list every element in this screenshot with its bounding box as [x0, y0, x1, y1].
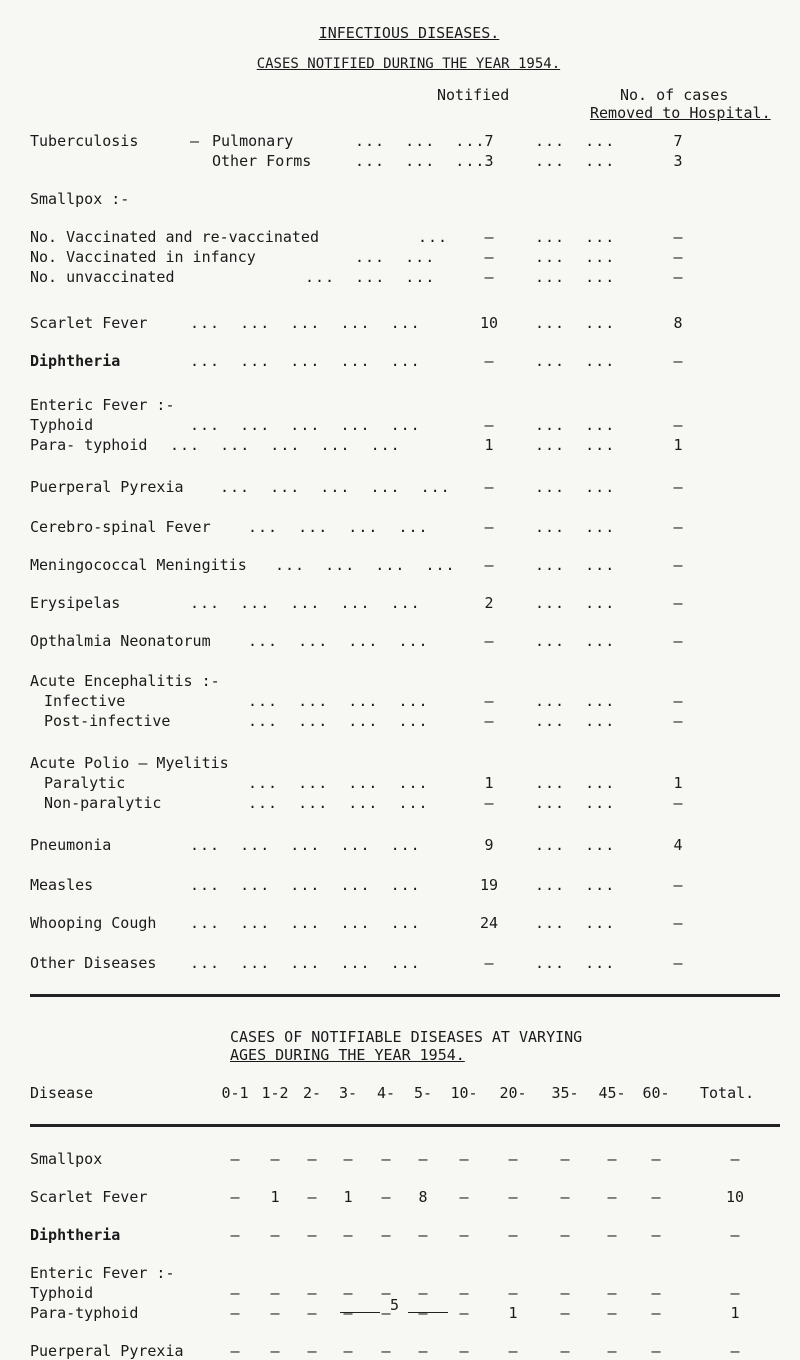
row-removed: –	[673, 794, 683, 812]
age-cell: –	[560, 1150, 570, 1168]
row-notified: –	[484, 268, 494, 286]
col-header-age: 20-	[499, 1084, 527, 1102]
row-removed: –	[673, 712, 683, 730]
page-title: INFECTIOUS DISEASES.	[318, 24, 500, 42]
row-leader-dots: ... ... ... ... ...	[190, 914, 421, 932]
row-label: Post-infective	[44, 712, 171, 730]
section-label: Enteric Fever :-	[30, 396, 175, 414]
row-removed: –	[673, 352, 683, 370]
col-header-age: 5-	[413, 1084, 433, 1102]
age-cell: 8	[418, 1188, 428, 1206]
row-label: Puerperal Pyrexia	[30, 478, 184, 496]
age-cell: –	[381, 1304, 391, 1322]
row-label: Scarlet Fever	[30, 1188, 148, 1206]
row-leader-dots: ... ...	[535, 876, 616, 894]
row-label: Opthalmia Neonatorum	[30, 632, 211, 650]
age-cell: –	[508, 1342, 518, 1360]
age-cell: –	[230, 1284, 240, 1302]
row-leader-dots: ... ...	[535, 268, 616, 286]
row-removed: 7	[673, 132, 683, 150]
row-notified: 19	[479, 876, 499, 894]
row-label: Puerperal Pyrexia	[30, 1342, 184, 1360]
section-label: Acute Polio – Myelitis	[30, 754, 229, 772]
age-cell: –	[343, 1226, 353, 1244]
age-cell: –	[270, 1304, 280, 1322]
row-total: 10	[725, 1188, 745, 1206]
row-label: Other Forms	[212, 152, 312, 170]
age-table-title-line1: CASES OF NOTIFIABLE DISEASES AT VARYING	[230, 1028, 583, 1046]
row-label: No. Vaccinated and re-vaccinated	[30, 228, 319, 246]
row-leader-dots: ... ... ... ...	[248, 518, 429, 536]
row-leader-dots: ... ... ... ... ...	[190, 352, 421, 370]
row-leader-dots: ... ... ... ... ...	[170, 436, 401, 454]
row-removed: 1	[673, 774, 683, 792]
row-notified: 7	[484, 132, 494, 150]
age-cell: –	[381, 1150, 391, 1168]
row-label: Smallpox	[30, 1150, 103, 1168]
age-cell: –	[230, 1304, 240, 1322]
row-label: Pneumonia	[30, 836, 112, 854]
row-leader-dots: ... ... ...	[305, 268, 436, 286]
age-cell: –	[270, 1342, 280, 1360]
age-cell: –	[459, 1150, 469, 1168]
row-removed: –	[673, 268, 683, 286]
row-leader-dots: ... ... ... ... ...	[190, 954, 421, 972]
age-cell: –	[607, 1284, 617, 1302]
age-cell: –	[381, 1342, 391, 1360]
age-cell: –	[607, 1342, 617, 1360]
age-cell: –	[459, 1304, 469, 1322]
row-leader-dots: ... ...	[535, 594, 616, 612]
age-cell: –	[459, 1226, 469, 1244]
age-cell: –	[381, 1188, 391, 1206]
row-removed: –	[673, 416, 683, 434]
row-leader-dots: ... ...	[535, 228, 616, 246]
row-leader-dots: ... ... ... ...	[275, 556, 456, 574]
age-cell: –	[651, 1150, 661, 1168]
row-notified: –	[484, 954, 494, 972]
row-removed: 4	[673, 836, 683, 854]
header-divider	[30, 1124, 780, 1127]
row-leader-dots: ... ...	[535, 954, 616, 972]
row-label: Non-paralytic	[44, 794, 162, 812]
row-leader-dots: ... ...	[535, 794, 616, 812]
row-leader-dots: ... ...	[535, 352, 616, 370]
page-subtitle: CASES NOTIFIED DURING THE YEAR 1954.	[256, 56, 561, 72]
row-label: Scarlet Fever	[30, 314, 148, 332]
age-cell: –	[651, 1304, 661, 1322]
row-label: Pulmonary	[212, 132, 294, 150]
row-leader-dots: ... ...	[535, 518, 616, 536]
row-leader-dots: ... ...	[535, 692, 616, 710]
row-leader-dots: ... ...	[535, 436, 616, 454]
col-header-age: 60-	[642, 1084, 670, 1102]
row-label: No. Vaccinated in infancy	[30, 248, 256, 266]
age-cell: 1	[343, 1188, 353, 1206]
age-cell: –	[651, 1188, 661, 1206]
age-cell: –	[270, 1284, 280, 1302]
row-notified: 9	[484, 836, 494, 854]
age-cell: –	[607, 1304, 617, 1322]
row-removed: –	[673, 954, 683, 972]
section-label: Acute Encephalitis :-	[30, 672, 220, 690]
age-cell: –	[459, 1342, 469, 1360]
row-leader-dots: ... ...	[535, 248, 616, 266]
age-cell: –	[459, 1284, 469, 1302]
age-cell: –	[651, 1342, 661, 1360]
age-cell: –	[381, 1226, 391, 1244]
age-cell: –	[607, 1150, 617, 1168]
age-cell: –	[651, 1284, 661, 1302]
row-leader-dots: ... ...	[535, 774, 616, 792]
row-label: Para- typhoid	[30, 436, 148, 454]
footer-rule-left	[340, 1312, 380, 1313]
age-cell: –	[508, 1284, 518, 1302]
age-cell: –	[343, 1150, 353, 1168]
age-cell: –	[607, 1188, 617, 1206]
age-cell: –	[307, 1284, 317, 1302]
age-cell: –	[560, 1226, 570, 1244]
row-leader-dots: ... ...	[535, 556, 616, 574]
row-label: No. unvaccinated	[30, 268, 175, 286]
row-notified: 1	[484, 436, 494, 454]
row-total: 1	[730, 1304, 740, 1322]
col-header-total: Total.	[700, 1084, 755, 1102]
row-leader-dots: ... ...	[535, 632, 616, 650]
col-header-age: 3-	[338, 1084, 358, 1102]
row-leader-dots: ... ...	[535, 914, 616, 932]
row-notified: 1	[484, 774, 494, 792]
age-cell: –	[307, 1304, 317, 1322]
row-total: –	[730, 1226, 740, 1244]
age-cell: –	[343, 1284, 353, 1302]
row-notified: –	[484, 228, 494, 246]
row-label: Diphtheria	[30, 352, 121, 370]
row-removed: –	[673, 632, 683, 650]
row-leader-dots: ... ...	[535, 132, 616, 150]
row-notified: –	[484, 352, 494, 370]
row-leader-dots: ... ... ... ...	[248, 712, 429, 730]
row-removed: –	[673, 876, 683, 894]
age-cell: –	[508, 1226, 518, 1244]
row-leader-dots: ... ... ... ...	[248, 774, 429, 792]
row-leader-dots: ... ... ...	[355, 132, 486, 150]
row-notified: –	[484, 416, 494, 434]
age-cell: –	[508, 1188, 518, 1206]
row-label: Whooping Cough	[30, 914, 157, 932]
age-cell: –	[270, 1226, 280, 1244]
age-cell: –	[343, 1342, 353, 1360]
row-label: Para-typhoid	[30, 1304, 139, 1322]
page-number: 5	[390, 1296, 400, 1314]
row-notified: –	[484, 692, 494, 710]
row-notified: –	[484, 556, 494, 574]
row-label: Paralytic	[44, 774, 126, 792]
age-cell: –	[418, 1226, 428, 1244]
row-leader-dots: ... ... ... ... ...	[190, 314, 421, 332]
row-notified: –	[484, 632, 494, 650]
row-label: Erysipelas	[30, 594, 121, 612]
row-label: Measles	[30, 876, 94, 894]
col-header-age: 4-	[376, 1084, 396, 1102]
col-header-age: 35-	[551, 1084, 579, 1102]
col-header-age: 2-	[302, 1084, 322, 1102]
col-header-disease: Disease	[30, 1084, 94, 1102]
col-header-removed-line2: Removed to Hospital.	[590, 104, 771, 122]
col-header-age: 1-2	[261, 1084, 289, 1102]
row-total: –	[730, 1150, 740, 1168]
row-group-label: Tuberculosis	[30, 132, 139, 150]
age-table-title-line2: AGES DURING THE YEAR 1954.	[230, 1046, 465, 1064]
footer-rule-right	[408, 1312, 448, 1313]
row-label: Diphtheria	[30, 1226, 121, 1244]
row-removed: –	[673, 518, 683, 536]
age-cell: –	[418, 1150, 428, 1168]
row-leader-dots: ... ... ...	[355, 152, 486, 170]
row-total: –	[730, 1342, 740, 1360]
row-label: Typhoid	[30, 416, 94, 434]
age-cell: –	[560, 1284, 570, 1302]
row-notified: –	[484, 248, 494, 266]
age-cell: –	[560, 1342, 570, 1360]
age-cell: –	[418, 1284, 428, 1302]
section-divider	[30, 994, 780, 997]
row-leader-dots: ... ... ... ... ...	[190, 836, 421, 854]
age-cell: –	[459, 1188, 469, 1206]
row-label: Infective	[44, 692, 126, 710]
col-header-age: 10-	[450, 1084, 478, 1102]
row-removed: –	[673, 228, 683, 246]
row-removed: 8	[673, 314, 683, 332]
age-cell: –	[607, 1226, 617, 1244]
row-label: Typhoid	[30, 1284, 94, 1302]
row-notified: –	[484, 794, 494, 812]
age-cell: –	[418, 1342, 428, 1360]
row-leader-dots: ... ...	[535, 152, 616, 170]
age-cell: –	[560, 1304, 570, 1322]
age-cell: –	[307, 1226, 317, 1244]
age-cell: –	[418, 1304, 428, 1322]
row-leader-dots: ... ... ... ... ...	[190, 416, 421, 434]
row-label: Other Diseases	[30, 954, 157, 972]
row-leader-dots: ...	[418, 228, 449, 246]
row-leader-dots: ... ... ... ...	[248, 692, 429, 710]
row-removed: 1	[673, 436, 683, 454]
age-cell: –	[270, 1150, 280, 1168]
row-leader-dots: ... ... ... ... ...	[190, 594, 421, 612]
age-cell: –	[343, 1304, 353, 1322]
row-leader-dots: ... ...	[535, 314, 616, 332]
col-header-age: 45-	[598, 1084, 626, 1102]
age-cell: –	[381, 1284, 391, 1302]
age-cell: –	[307, 1150, 317, 1168]
row-total: –	[730, 1284, 740, 1302]
row-notified: 24	[479, 914, 499, 932]
row-removed: 3	[673, 152, 683, 170]
row-removed: –	[673, 692, 683, 710]
row-leader-dots: ... ... ... ... ...	[220, 478, 451, 496]
age-cell: –	[307, 1342, 317, 1360]
col-header-notified: Notified	[437, 86, 510, 104]
row-prefix: –	[190, 132, 200, 150]
row-notified: –	[484, 712, 494, 730]
row-notified: –	[484, 478, 494, 496]
row-removed: –	[673, 594, 683, 612]
age-cell: –	[230, 1188, 240, 1206]
row-removed: –	[673, 248, 683, 266]
row-removed: –	[673, 914, 683, 932]
age-cell: –	[230, 1342, 240, 1360]
row-leader-dots: ... ... ... ...	[248, 794, 429, 812]
age-cell: 1	[270, 1188, 280, 1206]
age-cell: 1	[508, 1304, 518, 1322]
row-label: Cerebro-spinal Fever	[30, 518, 211, 536]
row-notified: 10	[479, 314, 499, 332]
row-leader-dots: ... ...	[535, 836, 616, 854]
row-leader-dots: ... ...	[535, 478, 616, 496]
row-leader-dots: ... ...	[535, 416, 616, 434]
row-notified: –	[484, 518, 494, 536]
row-removed: –	[673, 556, 683, 574]
row-leader-dots: ... ...	[355, 248, 436, 266]
age-cell: –	[230, 1150, 240, 1168]
age-cell: –	[307, 1188, 317, 1206]
age-cell: –	[651, 1226, 661, 1244]
col-header-age: 0-1	[221, 1084, 249, 1102]
age-cell: –	[230, 1226, 240, 1244]
row-leader-dots: ... ... ... ... ...	[190, 876, 421, 894]
col-header-removed-line1: No. of cases	[620, 86, 729, 104]
row-notified: 2	[484, 594, 494, 612]
row-label: Meningococcal Meningitis	[30, 556, 247, 574]
row-leader-dots: ... ... ... ...	[248, 632, 429, 650]
age-cell: –	[508, 1150, 518, 1168]
age-cell: –	[560, 1188, 570, 1206]
row-removed: –	[673, 478, 683, 496]
row-notified: 3	[484, 152, 494, 170]
section-label: Smallpox :-	[30, 190, 130, 208]
row-leader-dots: ... ...	[535, 712, 616, 730]
row-label: Enteric Fever :-	[30, 1264, 175, 1282]
